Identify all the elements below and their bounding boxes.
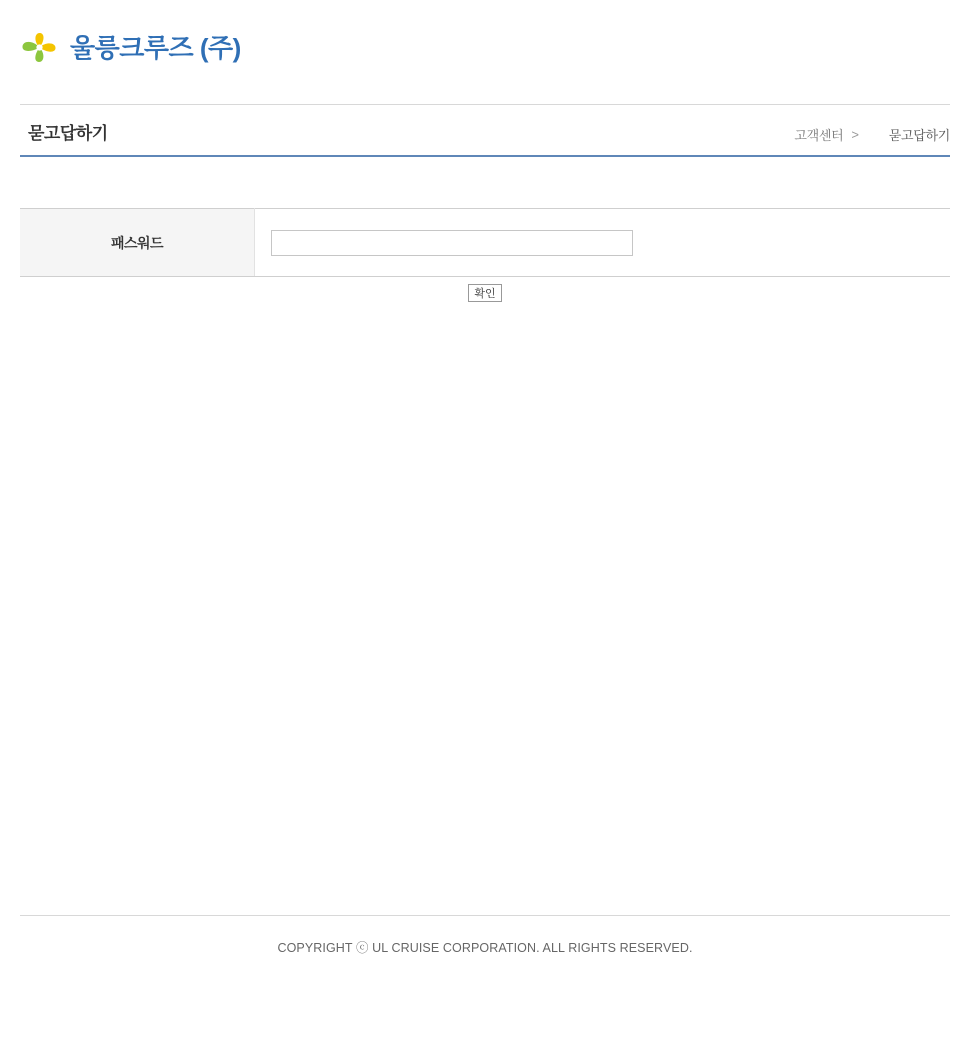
password-form-table [20,208,950,277]
breadcrumb-separator-icon: > [851,127,859,142]
table-row [20,209,950,277]
breadcrumb-current: 묻고답하기 [888,128,950,143]
site-logo-link[interactable] [20,28,241,68]
logo-text [70,35,241,61]
confirm-button[interactable]: 확인 [468,284,501,302]
submit-button-row [20,277,950,302]
breadcrumb-parent[interactable]: 고객센터 [794,128,844,143]
site-header [0,0,970,104]
logo-text-main: 울릉크루즈 [70,33,194,63]
page-title: 묻고답하기 [28,124,108,143]
content-area [20,208,950,277]
breadcrumb [794,125,950,144]
logo-text-suffix: (주) [199,33,241,63]
password-input[interactable] [271,230,633,256]
pinwheel-flower-logo-icon [20,28,60,68]
password-field-cell [255,209,951,277]
copyright-text: COPYRIGHT ⓒ UL CRUISE CORPORATION. ALL RIGHTS RESERVED. [277,941,693,955]
page-title-bar [20,104,950,157]
site-footer [20,915,950,956]
password-label: 패스워드 [20,209,255,277]
